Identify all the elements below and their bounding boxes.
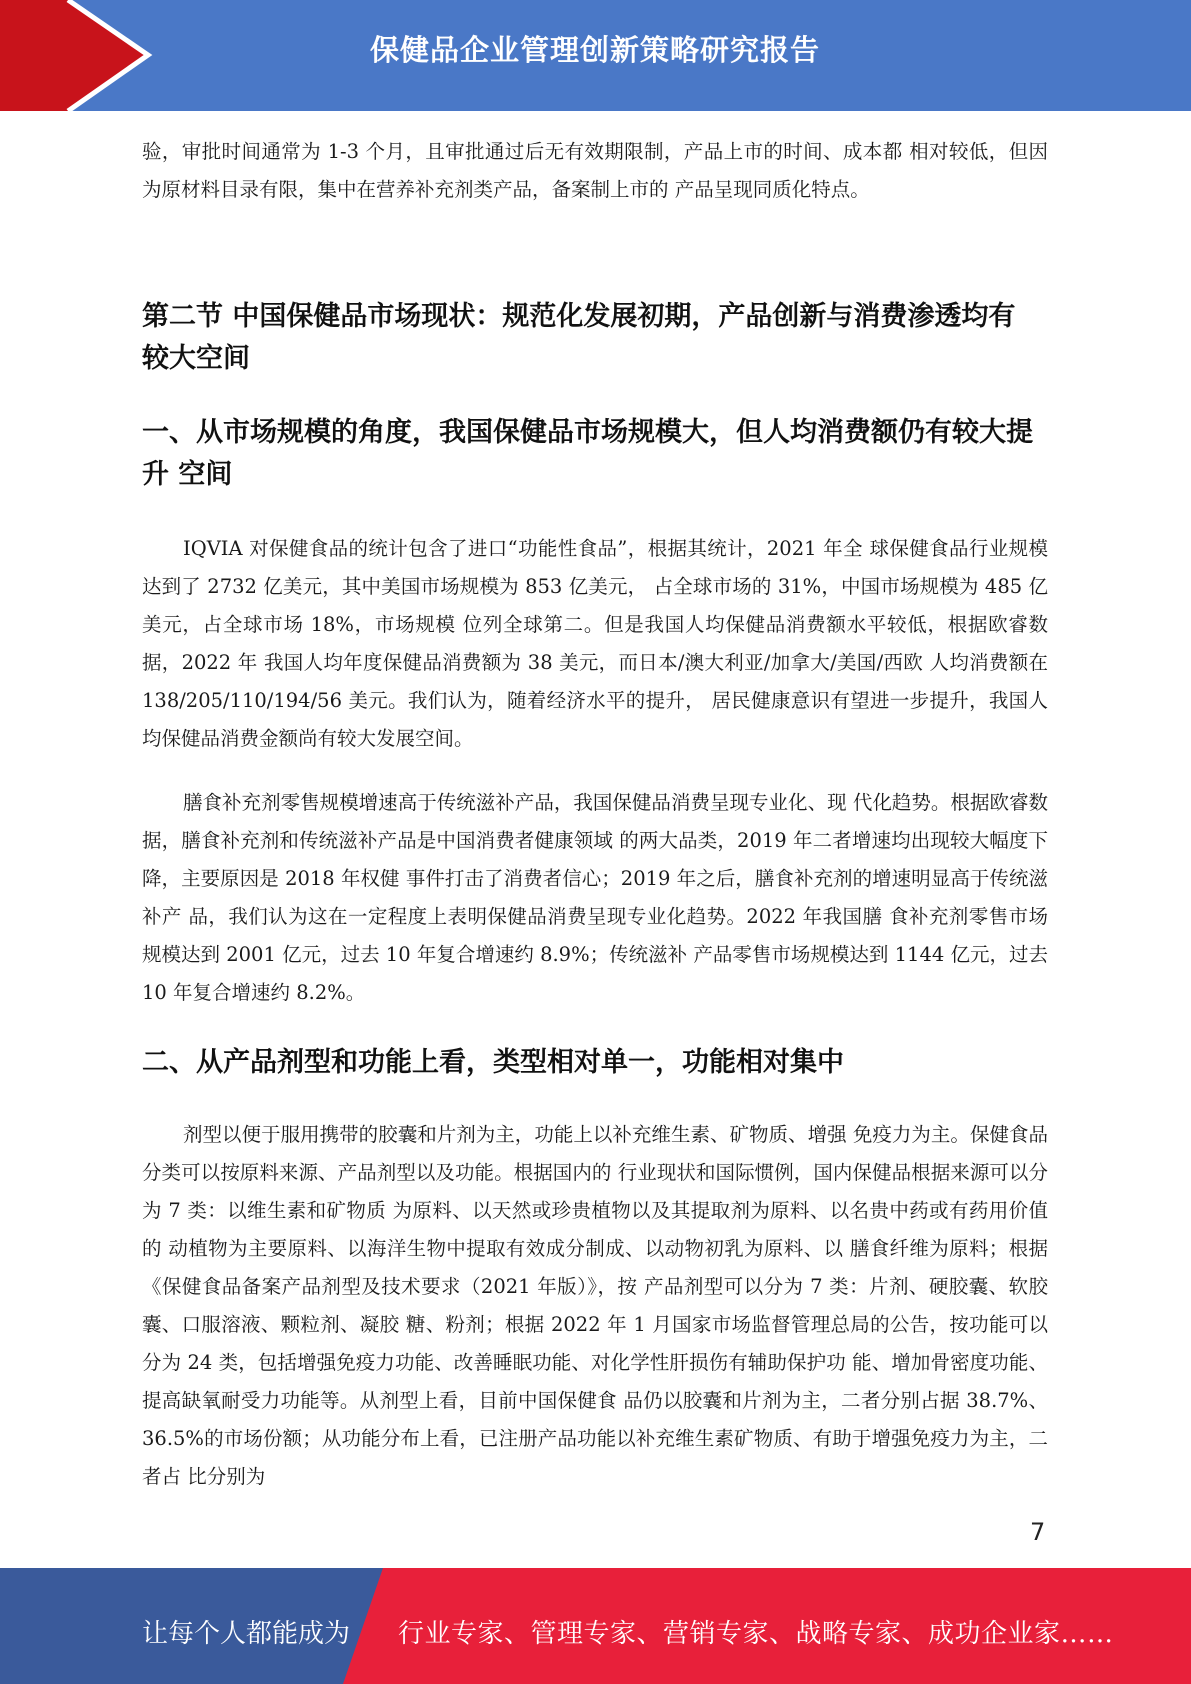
report-title: 保健品企业管理创新策略研究报告	[370, 33, 821, 67]
subsection-one-paragraph-a: IQVIA 对保健食品的统计包含了进口“功能性食品”，根据其统计，2021 年全 球保健食品行业规模达到了 2732 亿美元，其中美国市场规模为 853 亿美元， 占全球市场的 31%，中国市场规模为 485 亿美元，占全球市场 18%，市场规模 位列全球第二。但是我国人均保健品消费额水平较低，根据欧睿数据，2022 年 我国人均年度保健品消费额为 38 美元，而日本/澳大利亚/加拿大/美国/西欧 人均消费额在 138/205/110/194/56 美元。我们认为，随着经济水平的提升， 居民健康意识有望进一步提升，我国人均保健品消费金额尚有较大发展空间。	[142, 537, 1048, 750]
footer-slogan-left: 让每个人都能成为	[142, 1619, 351, 1649]
section-heading: 第二节 中国保健品市场现状：规范化发展初期，产品创新与消费渗透均有 较大空间	[142, 301, 1016, 374]
subsection-two-paragraph: 剂型以便于服用携带的胶囊和片剂为主，功能上以补充维生素、矿物质、增强 免疫力为主。保健食品分类可以按原料来源、产品剂型以及功能。根据国内的 行业现状和国际惯例，国内保健品根据来源可以分为 7 类：以维生素和矿物质 为原料、以天然或珍贵植物以及其提取剂为原料、以名贵中药或有药用价值的 动植物为主要原料、以海洋生物中提取有效成分制成、以动物初乳为原料、以 膳食纤维为原料；根据《保健食品备案产品剂型及技术要求（2021 年版）》，按 产品剂型可以分为 7 类：片剂、硬胶囊、软胶囊、口服溶液、颗粒剂、凝胶 糖、粉剂；根据 2022 年 1 月国家市场监督管理总局的公告，按功能可以分为 24 类，包括增强免疫力功能、改善睡眠功能、对化学性肝损伤有辅助保护功 能、增加骨密度功能、提高缺氧耐受力功能等。从剂型上看，目前中国保健食 品仍以胶囊和片剂为主，二者分别占据 38.7%、36.5%的市场份额；从功能分布上看，已注册产品功能以补充维生素矿物质、有助于增强免疫力为主，二者占 比分别为	[142, 1123, 1048, 1488]
subsection-one-paragraph-b: 膳食补充剂零售规模增速高于传统滋补产品，我国保健品消费呈现专业化、现 代化趋势。根据欧睿数据，膳食补充剂和传统滋补产品是中国消费者健康领域 的两大品类，2019 年二者增速均出现较大幅度下降，主要原因是 2018 年权健 事件打击了消费者信心；2019 年之后，膳食补充剂的增速明显高于传统滋补产 品，我们认为这在一定程度上表明保健品消费呈现专业化趋势。2022 年我国膳 食补充剂零售市场规模达到 2001 亿元，过去 10 年复合增速约 8.9%；传统滋补 产品零售市场规模达到 1144 亿元，过去 10 年复合增速约 8.2%。	[142, 791, 1048, 1004]
document-body	[142, 133, 1048, 1496]
footer-slogan-right: 行业专家、管理专家、营销专家、战略专家、成功企业家……	[398, 1619, 1114, 1649]
subsection-one-heading: 一、从市场规模的角度，我国保健品市场规模大，但人均消费额仍有较大提升 空间	[142, 417, 1033, 490]
intro-paragraph: 验，审批时间通常为 1-3 个月，且审批通过后无有效期限制，产品上市的时间、成本都 相对较低，但因为原材料目录有限，集中在营养补充剂类产品，备案制上市的 产品呈现同质化特点。	[142, 140, 1048, 201]
page-footer	[0, 1568, 1191, 1684]
subsection-two-heading: 二、从产品剂型和功能上看，类型相对单一，功能相对集中	[142, 1047, 844, 1078]
page-header	[0, 0, 1191, 111]
page-number: 7	[1030, 1518, 1046, 1546]
